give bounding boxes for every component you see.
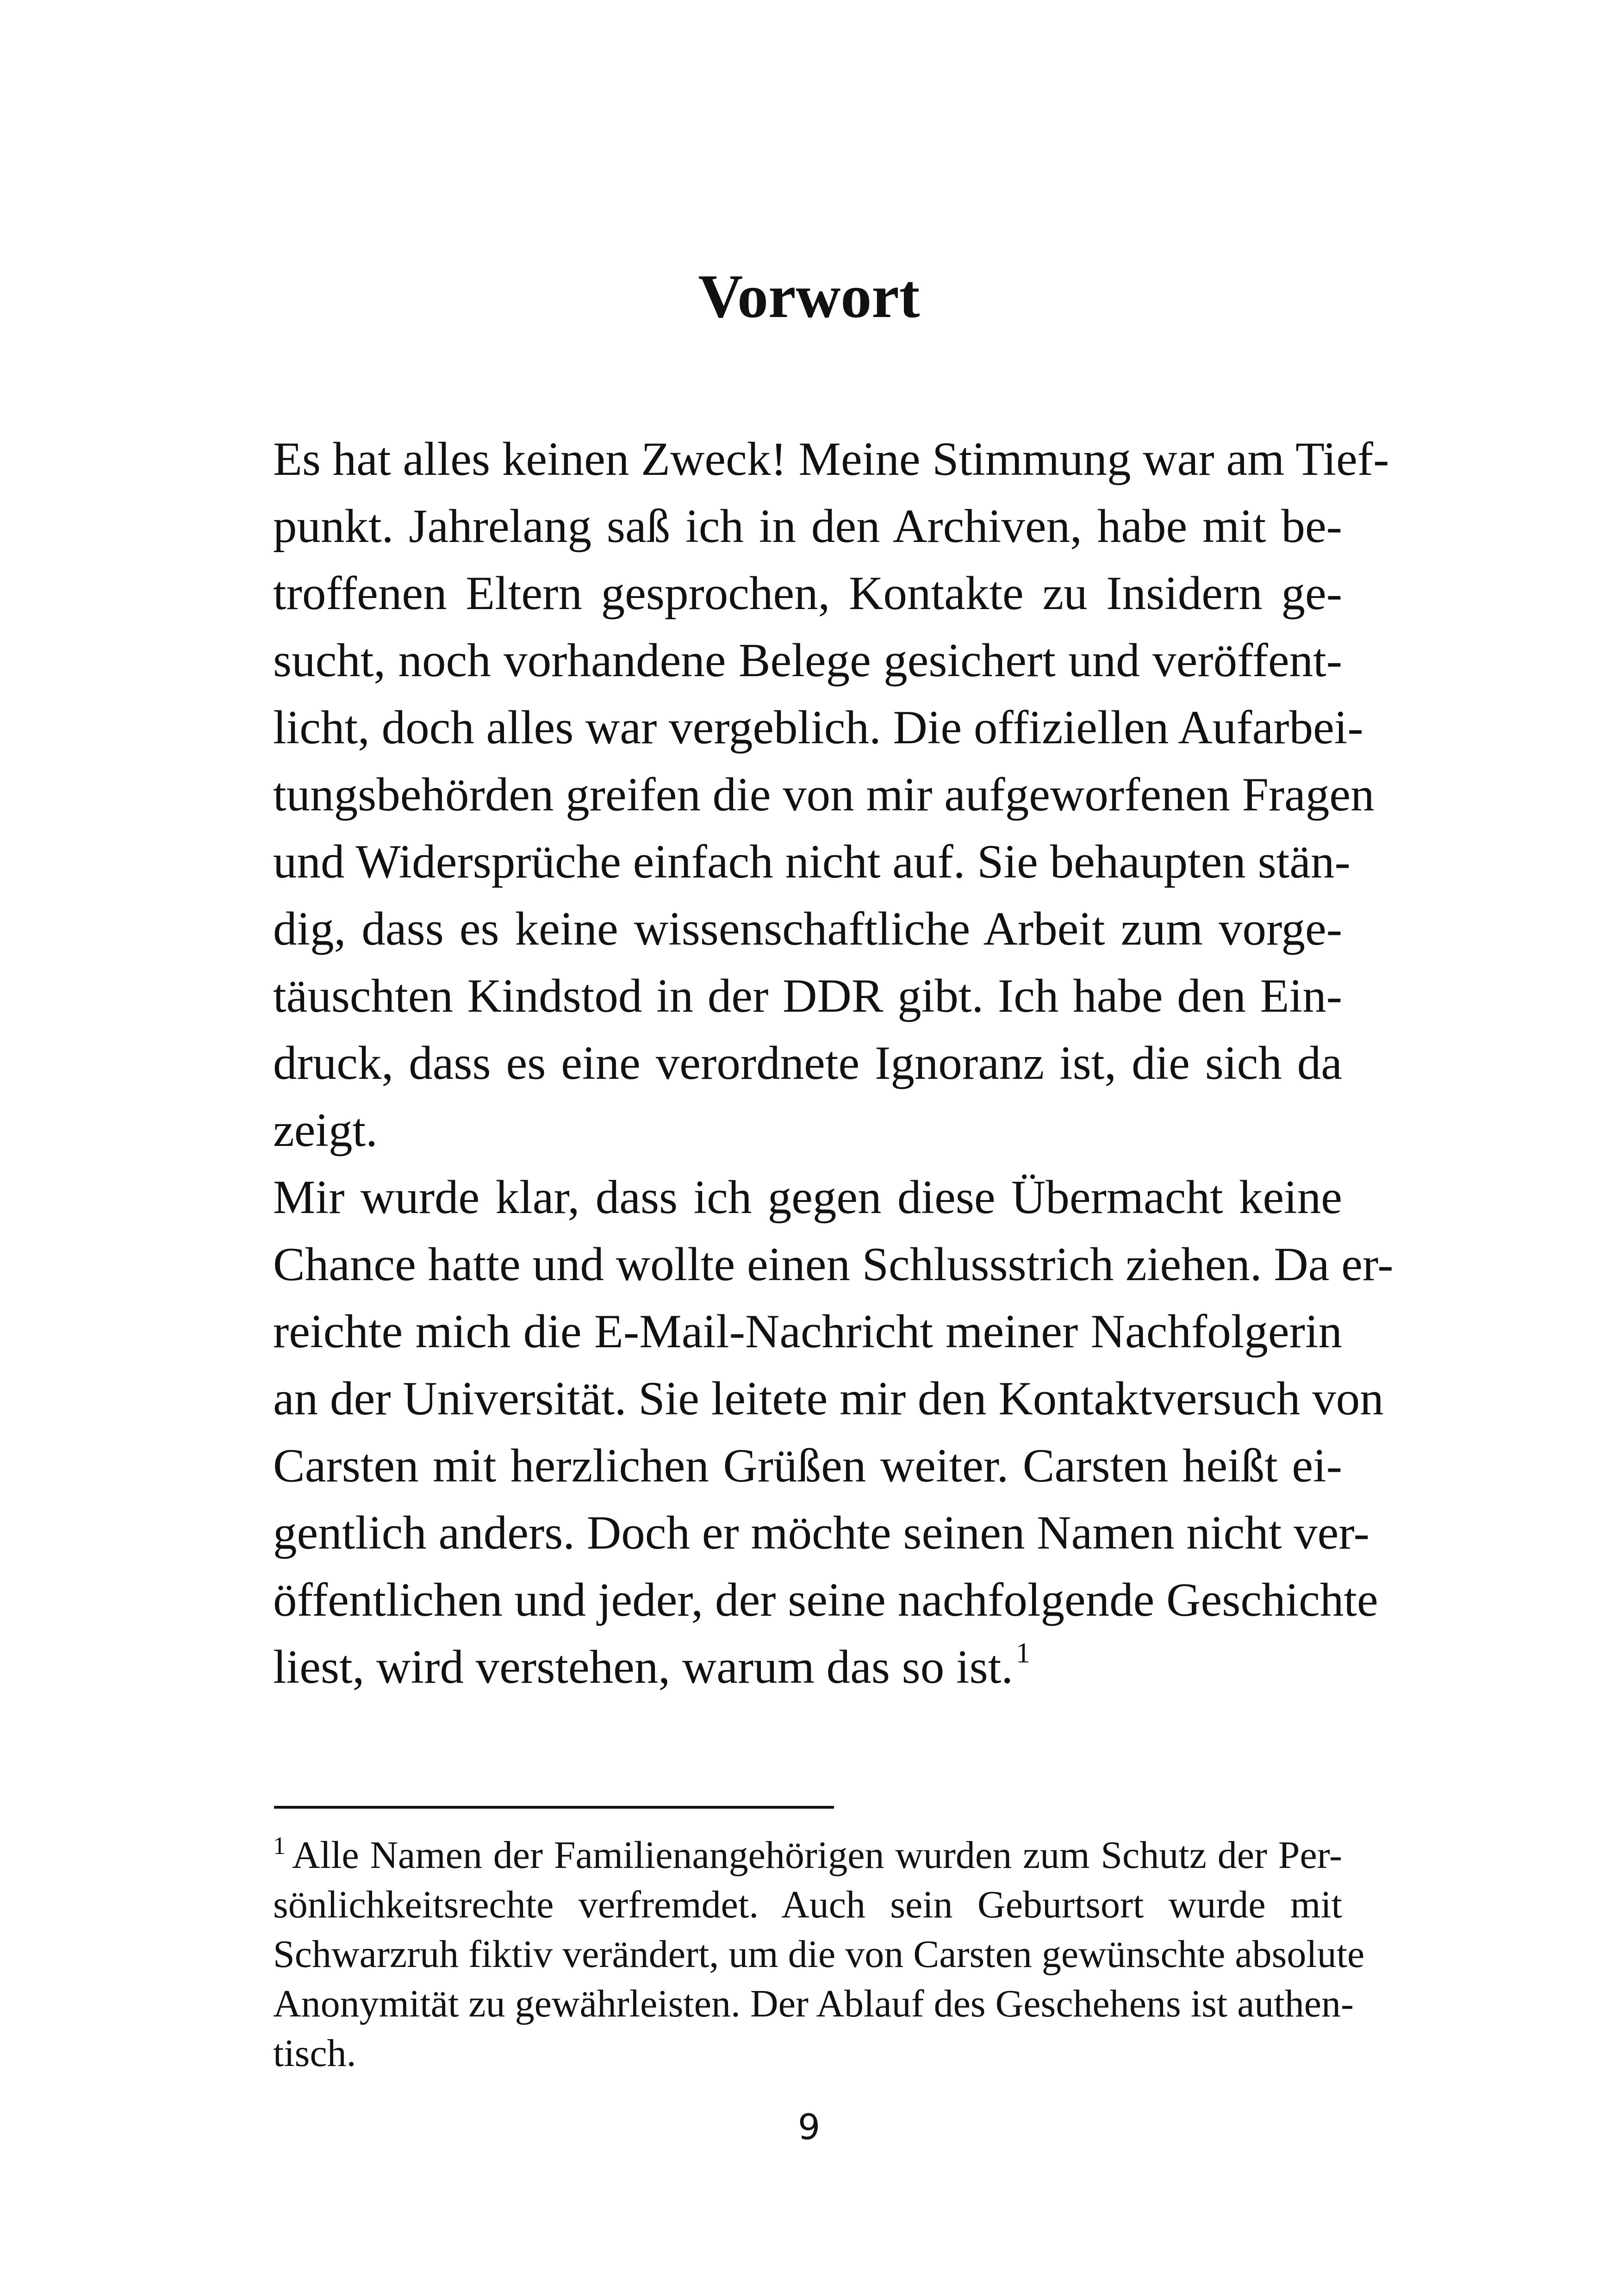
body-line: dig, dass es keine wissenschaftliche Arbeit zum vorge- [273,902,1342,955]
body-line: punkt. Jahrelang saß ich in den Archiven, habe mit be- [273,500,1342,553]
body-line: licht, doch alles war vergeblich. Die offiziellen Aufarbei- [273,701,1363,754]
body-line: täuschten Kindstod in der DDR gibt. Ich habe den Ein- [273,970,1342,1022]
body-line: Es hat alles keinen Zweck! Meine Stimmung war am Tief- [273,433,1389,485]
body-line: troffenen Eltern gesprochen, Kontakte zu Insidern ge- [273,567,1342,620]
body-line: Mir wurde klar, dass ich gegen diese Übermacht keine [273,1171,1342,1224]
body-line: tungsbehörden greifen die von mir aufgeworfenen Fragen [273,768,1375,821]
footnote-line: sönlichkeitsrechte verfremdet. Auch sein Geburtsort wurde mit [273,1883,1342,1926]
footnote-line: Schwarzruh fiktiv verändert, um die von Carsten gewünschte absolute [273,1933,1365,1976]
body-line: Chance hatte und wollte einen Schlussstrich ziehen. Da er- [273,1238,1394,1291]
footnote-line-text: Alle Namen der Familienangehörigen wurden zum Schutz der Per- [292,1834,1342,1877]
body-line: gentlich anders. Doch er möchte seinen Namen nicht ver- [273,1506,1369,1559]
footnote-line: Anonymität zu gewährleisten. Der Ablauf des Geschehens ist authen- [273,1982,1354,2025]
body-line: zeigt. [273,1104,378,1157]
body-line: reichte mich die E-Mail-Nachricht meiner Nachfolgerin [273,1305,1342,1358]
body-line: sucht, noch vorhandene Belege gesichert und veröffent- [273,634,1342,687]
footnote-marker: 1 [273,1832,286,1860]
body-line-last [273,1634,1342,1701]
footnote-line: tisch. [273,2032,356,2075]
footnote [273,1830,1365,2078]
body-line: öffentlichen und jeder, der seine nachfolgende Geschichte [273,1574,1378,1626]
chapter-title: Vorwort [698,262,920,330]
body-line: druck, dass es eine verordnete Ignoranz ist, die sich da [273,1037,1342,1089]
body-line: Carsten mit herzlichen Grüßen weiter. Carsten heißt ei- [273,1439,1342,1492]
footnote-reference[interactable]: 1 [1016,1637,1031,1669]
body-text [273,426,1394,1701]
body-line: und Widersprüche einfach nicht auf. Sie behaupten stän- [273,835,1350,888]
footnote-separator [274,1806,834,1809]
body-line-text: liest, wird verstehen, warum das so ist. [273,1641,1014,1693]
page-number: 9 [797,2106,821,2147]
body-line: an der Universität. Sie leitete mir den Kontaktversuch von [273,1372,1384,1425]
footnote-line [273,1830,1342,1880]
